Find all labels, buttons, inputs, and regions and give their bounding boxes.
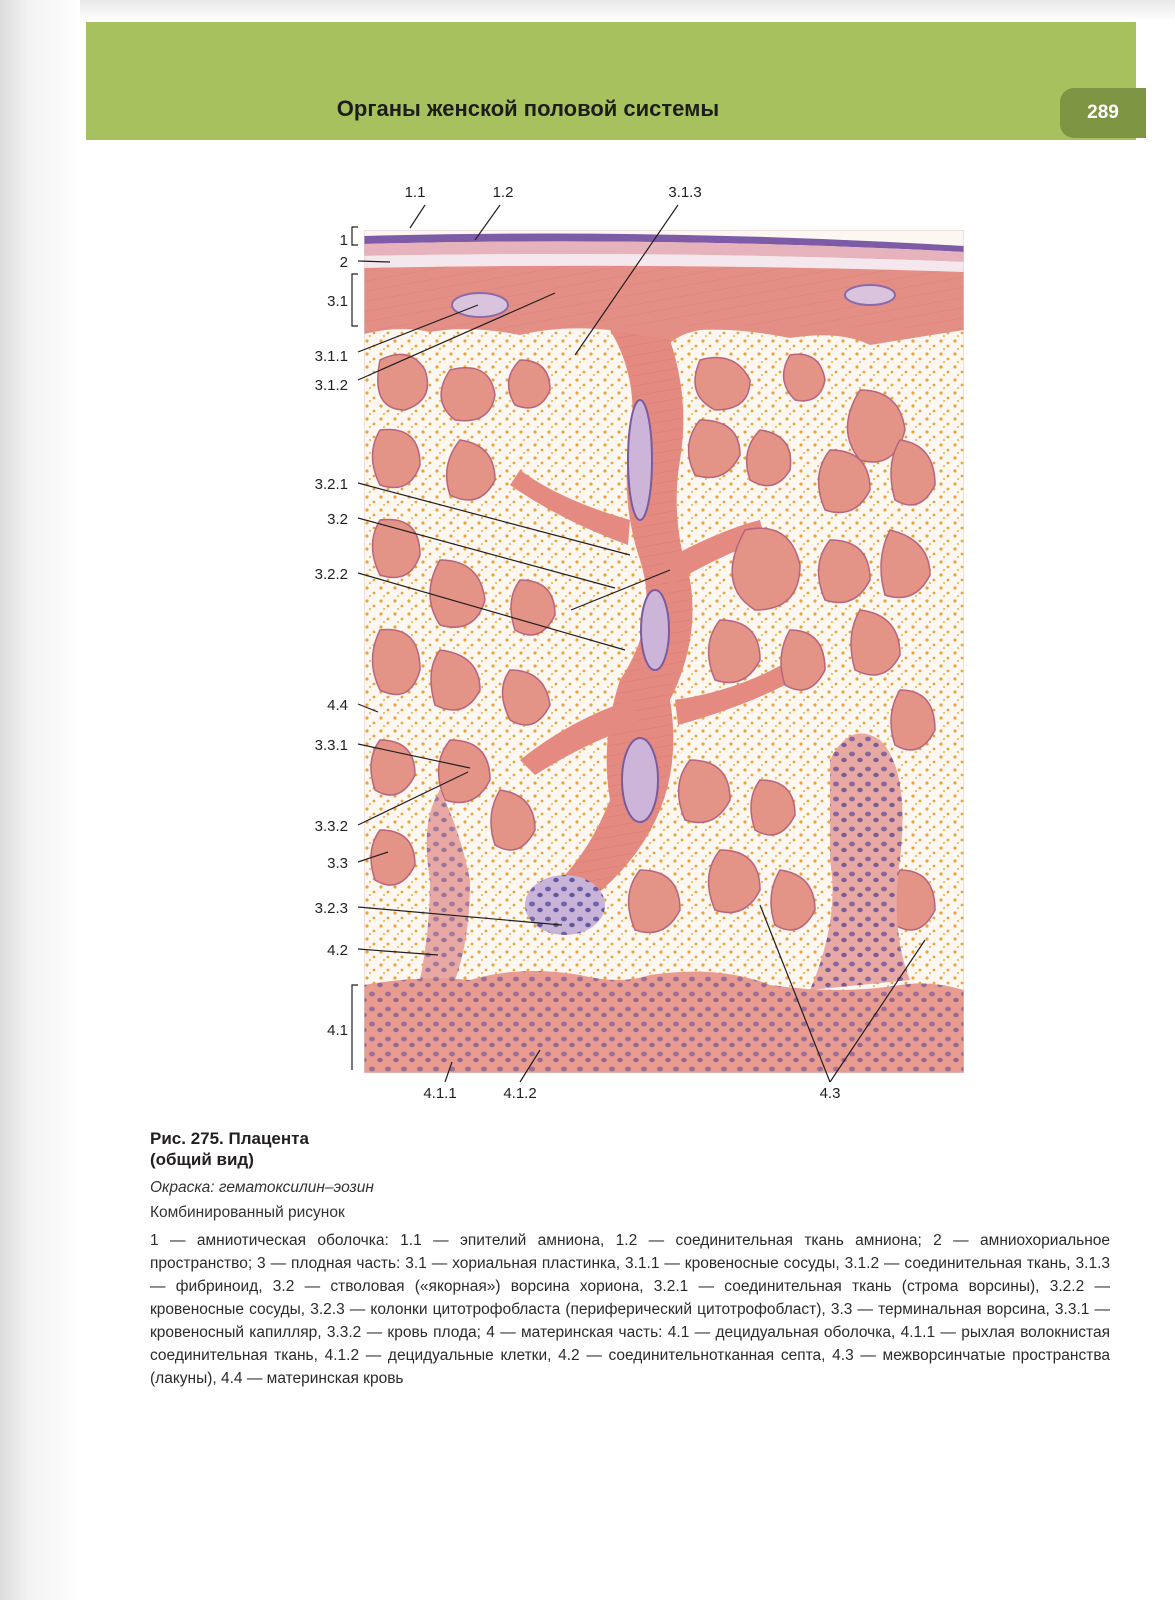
stain-method: Окраска: гематоксилин–эозин <box>150 1179 374 1196</box>
label-3-1-2: 3.1.2 <box>314 377 348 394</box>
label-4-4: 4.4 <box>327 697 348 714</box>
label-3-3-2: 3.3.2 <box>314 818 348 835</box>
label-3-2-3: 3.2.3 <box>314 900 348 917</box>
drawing-type: Комбинированный рисунок <box>150 1204 345 1221</box>
label-3-2: 3.2 <box>327 511 348 528</box>
label-2: 2 <box>339 254 348 271</box>
label-1: 1 <box>339 232 348 249</box>
label-3-3: 3.3 <box>327 855 348 872</box>
label-4-1-2: 4.1.2 <box>503 1085 537 1102</box>
label-3-1: 3.1 <box>327 293 348 310</box>
chorionic-vessel <box>452 293 508 317</box>
label-4-3: 4.3 <box>819 1085 841 1102</box>
label-3-1-1: 3.1.1 <box>314 348 348 365</box>
figure-title-line2: (общий вид) <box>150 1150 254 1169</box>
label-3-1-3: 3.1.3 <box>668 184 702 201</box>
stem-villus-vessel <box>628 400 652 520</box>
label-1-2: 1.2 <box>492 184 514 201</box>
label-4-1-1: 4.1.1 <box>423 1085 457 1102</box>
label-4-2: 4.2 <box>327 942 348 959</box>
page-number-badge: 289 <box>1060 88 1146 138</box>
histology-panel <box>364 230 964 1073</box>
figure-caption <box>150 1128 1110 1390</box>
label-3-2-1: 3.2.1 <box>314 476 348 493</box>
running-header-title: Органы женской половой системы <box>336 96 720 121</box>
label-4-1: 4.1 <box>327 1022 348 1039</box>
label-1-1: 1.1 <box>404 184 426 201</box>
figure-title <box>150 1128 1110 1170</box>
label-3-2-2: 3.2.2 <box>314 566 348 583</box>
figure-legend: 1 — амниотическая оболочка: 1.1 — эпителий амниона, 1.2 — соединительная ткань амниона; 2 — амниохориальное пространство; 3 — плодная часть: 3.1 — хориальная пластинка, 3.1.1 — кровеносные сосуды, 3.1.2 — соединительная ткань, 3.1.3 — фибриноид, 3.2 — стволовая («якорная») ворсина хориона, 3.2.1 — соединительная ткань (строма ворсины), 3.2.2 — кровеносные сосуды, 3.2.3 — колонки цитотрофобласта (периферический цитотрофобласт), 3.3 — терминальная ворсина, 3.3.1 — кровеносный капилляр, 3.3.2 — кровь плода; 4 — материнская часть: 4.1 — децидуальная оболочка, 4.1.1 — рыхлая волокнистая соединительная ткань, 4.1.2 — децидуальные клетки, 4.2 — соединительнотканная септа, 4.3 — межворсинчатые пространства (лакуны), 4.4 — материнская кровь <box>150 1232 1110 1387</box>
figure-title-line1: Рис. 275. Плацента <box>150 1129 309 1148</box>
label-3-3-1: 3.3.1 <box>314 737 348 754</box>
